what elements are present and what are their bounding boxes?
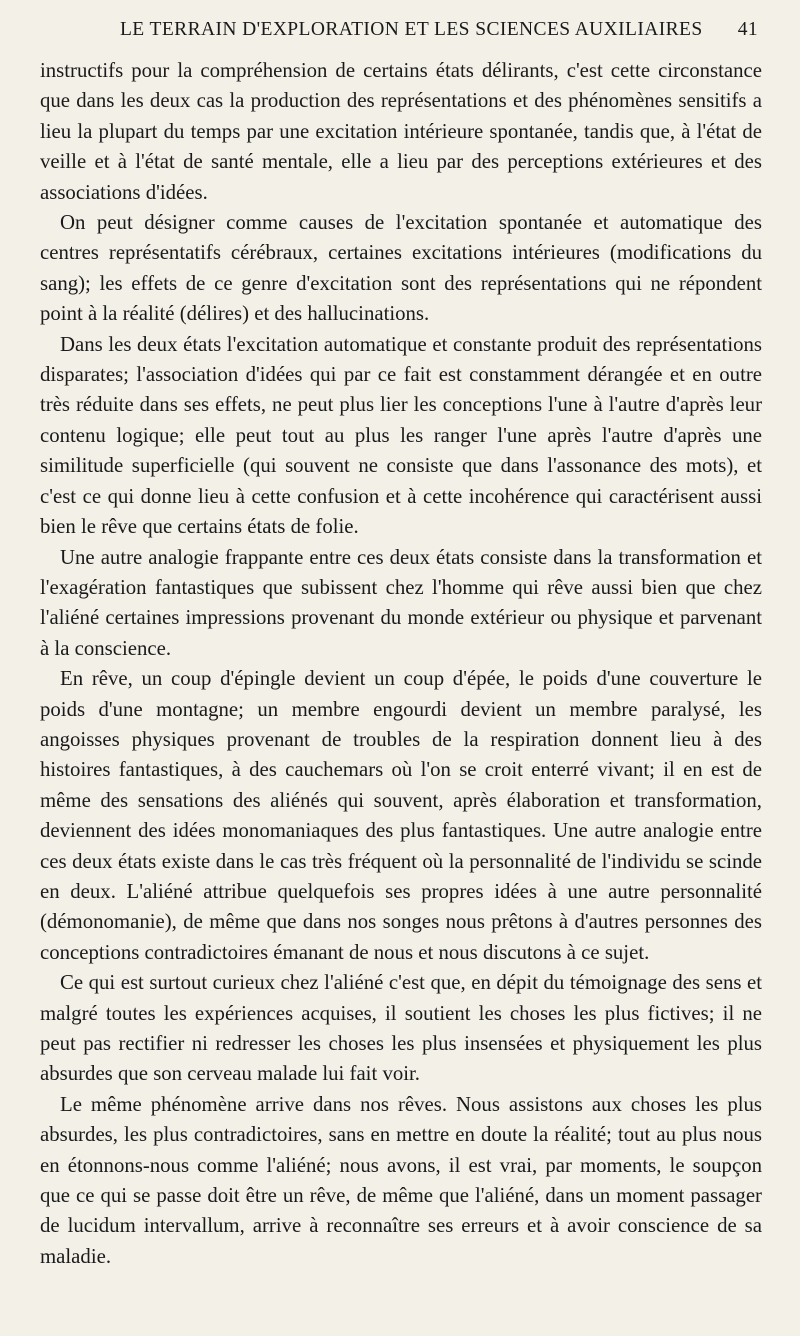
paragraph-3: Dans les deux états l'excitation automatique et constante produit des représentations disparates; l'association d'idées qui par ce fait est constamment dérangée et en outre très réduite dans ses effets, ne peut plus lier les conceptions l'une à l'autre d'après leur contenu logique; elle peut tout au plus les ranger l'une après l'autre d'après une similitude superficielle (qui souvent ne consiste que dans l'assonance des mots), et c'est ce qui donne lieu à cette confusion et à cette incohérence qui caractérisent aussi bien le rêve que certains états de folie. xyxy=(40,332,762,539)
running-head xyxy=(40,10,762,50)
paragraph-7: Le même phénomène arrive dans nos rêves. Nous assistons aux choses les plus absurdes, les plus contradictoires, sans en mettre en doute la réalité; tout au plus nous en étonnons-nous comme l'aliéné; nous avons, il est vrai, par moments, le soupçon que ce qui se passe doit être un rêve, de même que l'aliéné, dans un moment passager de lucidum intervallum, arrive à reconnaître ses erreurs et à avoir conscience de sa maladie. xyxy=(40,1092,762,1268)
paragraph-2: On peut désigner comme causes de l'excitation spontanée et automatique des centres représentatifs cérébraux, certaines excitations intérieures (modifications du sang); les effets de ce genre d'excitation sont des représentations qui ne répondent point à la réalité (délires) et des hallucinations. xyxy=(40,211,762,326)
paragraph-4: Une autre analogie frappante entre ces deux états consiste dans la transformation et l'exagération fantastiques que subissent chez l'homme qui rêve aussi bien que chez l'aliéné certaines impressions provenant du monde extérieur ou physique et parvenant à la conscience. xyxy=(40,545,762,660)
paragraph-6: Ce qui est surtout curieux chez l'aliéné c'est que, en dépit du témoignage des sens et malgré toutes les expériences acquises, il soutient les choses les plus fictives; il ne peut pas rectifier ni redresser les choses les plus insensées et physiquement les plus absurdes que son cerveau malade lui fait voir. xyxy=(40,971,762,1086)
running-title: LE TERRAIN D'EXPLORATION ET LES SCIENCES AUXILIAIRES xyxy=(120,19,703,40)
page-number: 41 xyxy=(737,19,758,40)
paragraph-5: En rêve, un coup d'épingle devient un coup d'épée, le poids d'une couverture le poids d'une montagne; un membre engourdi devient un membre paralysé, les angoisses physiques provenant de troubles de la respiration donnent lieu à des histoires fantastiques, à des cauchemars où l'on se croit enterré vivant; il en est de même des sensations des aliénés qui souvent, après élaboration et transformation, deviennent des idées monomaniaques des plus fantastiques. Une autre analogie entre ces deux états existe dans le cas très fréquent où la personnalité de l'individu se scinde en deux. L'aliéné attribue quelquefois ses propres idées à une autre personnalité (démonomanie), de même que dans nos songes nous prêtons à d'autres personnes des conceptions contradictoires émanant de nous et nous discutons à ce sujet. xyxy=(40,667,762,964)
body-text xyxy=(40,56,762,1272)
paragraph-1: instructifs pour la compréhension de certains états délirants, c'est cette circonstance que dans les deux cas la production des représentations et des phénomènes sensitifs a lieu la plupart du temps par une excitation intérieure spontanée, tandis que, à l'état de veille et à l'état de santé mentale, elle a lieu par des perceptions extérieures et des associations d'idées. xyxy=(40,59,762,204)
